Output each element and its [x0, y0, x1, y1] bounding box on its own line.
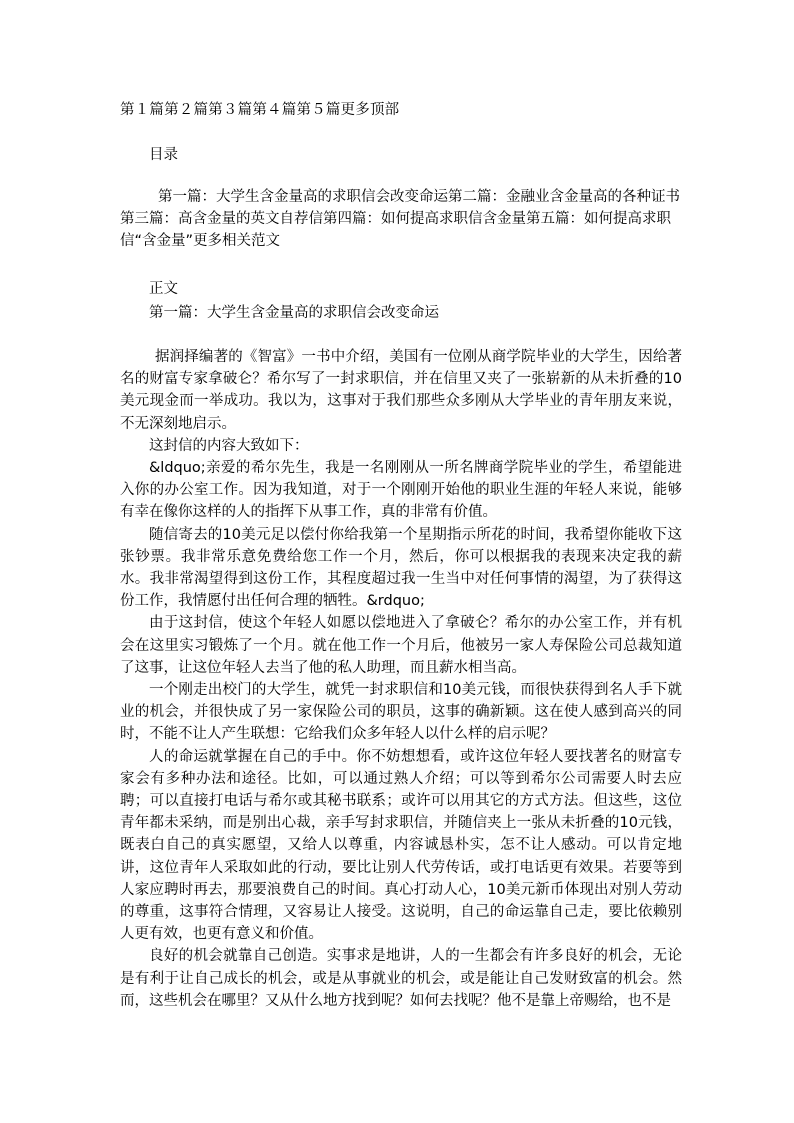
nav-link-part-4[interactable]: 第４篇 [252, 102, 297, 118]
paragraph: 良好的机会就靠自己创造。实事求是地讲，人的一生都会有许多良好的机会，无论是有利于让自己成长的机会，或是从事就业的机会，或是能让自己发财致富的机会。然而，这些机会在哪里？又从什么地方找到呢？如何去找呢？他不是靠上帝赐给，也不是 [120, 948, 682, 1009]
toc-item-3[interactable]: 第三篇：高含金量的英文自荐信 [120, 211, 323, 227]
nav-link-more[interactable]: 更多 [340, 102, 370, 118]
nav-link-part-3[interactable]: 第３篇 [208, 102, 253, 118]
nav-link-part-1[interactable]: 第１篇 [120, 102, 165, 118]
toc-item-5[interactable]: 第五篇：如何提高求职信“含金量” [120, 211, 671, 249]
toc-heading: 目录 [149, 147, 178, 163]
table-of-contents [120, 186, 680, 252]
paragraph: 由于这封信，使这个年轻人如愿以偿地进入了拿破仑？希尔的办公室工作，并有机会在这里实习锻炼了一个月。就在他工作一个月后，他被另一家人寿保险公司总裁知道了这事，让这位年轻人去当了他的私人助理，而且薪水相当高。 [120, 615, 682, 676]
nav-link-top[interactable]: 顶部 [369, 102, 400, 118]
article-title: 第一篇：大学生含金量高的求职信会改变命运 [149, 305, 439, 321]
article-body [120, 346, 682, 1012]
toc-item-more[interactable]: 更多相关范文 [193, 233, 281, 249]
nav-link-part-5[interactable]: 第５篇 [296, 102, 341, 118]
paragraph: 人的命运就掌握在自己的手中。你不妨想想看，或许这位年轻人要找著名的财富专家会有多种办法和途径。比如，可以通过熟人介绍；可以等到希尔公司需要人时去应聘；可以直接打电话与希尔或其秘书联系；或许可以用其它的方式方法。但这些，这位青年都未采纳，而是别出心裁，亲手写封求职信，并随信夹上一张从未折叠的10元钱，既表白自己的真实愿望，又给人以尊重，内容诚恳朴实，怎不让人感动。可以肯定地讲，这位青年人采取如此的行动，要比让别人代劳传话，或打电话更有效果。若要等到人家应聘时再去，那要浪费自己的时间。真心打动人心，10美元新币体现出对别人劳动的尊重，这事符合情理，又容易让人接受。这说明，自己的命运靠自己走，要比依赖别人更有效，也更有意义和价值。 [120, 748, 682, 943]
paragraph: 据润择编著的《智富》一书中介绍，美国有一位刚从商学院毕业的大学生，因给著名的财富专家拿破仑？希尔写了一封求职信，并在信里又夹了一张崭新的从未折叠的10美元现金而一举成功。我以为，这事对于我们那些众多刚从大学毕业的青年朋友来说，不无深刻地启示。 [120, 349, 682, 432]
body-heading: 正文 [149, 281, 178, 297]
paragraph: 随信寄去的10美元足以偿付你给我第一个星期指示所花的时间，我希望你能收下这张钞票。我非常乐意免费给您工作一个月，然后，你可以根据我的表现来决定我的薪水。我非常渴望得到这份工作，其程度超过我一生当中对任何事情的渴望，为了获得这份工作，我情愿付出任何合理的牺牲。&rdquo; [120, 526, 682, 610]
toc-item-2[interactable]: 第二篇：金融业含金量高的各种证书 [448, 189, 680, 205]
section-nav [120, 98, 399, 119]
paragraph: 一个刚走出校门的大学生，就凭一封求职信和10美元钱，而很快获得到名人手下就业的机会，并很快成了另一家保险公司的职员，这事的确新颖。这在使人感到高兴的同时，不能不让人产生联想：它给我们众多年轻人以什么样的启示呢？ [120, 682, 682, 743]
paragraph: 这封信的内容大致如下： [149, 437, 309, 454]
paragraph: &ldquo;亲爱的希尔先生，我是一名刚刚从一所名牌商学院毕业的学生，希望能进入你的办公室工作。因为我知道，对于一个刚刚开始他的职业生涯的年轻人来说，能够有幸在像你这样的人的指挥下从事工作，真的非常有价值。 [120, 460, 682, 521]
toc-item-4[interactable]: 第四篇：如何提高求职信含金量 [323, 211, 526, 227]
toc-item-1[interactable]: 第一篇：大学生含金量高的求职信会改变命运 [158, 189, 448, 205]
nav-link-part-2[interactable]: 第２篇 [164, 102, 209, 118]
